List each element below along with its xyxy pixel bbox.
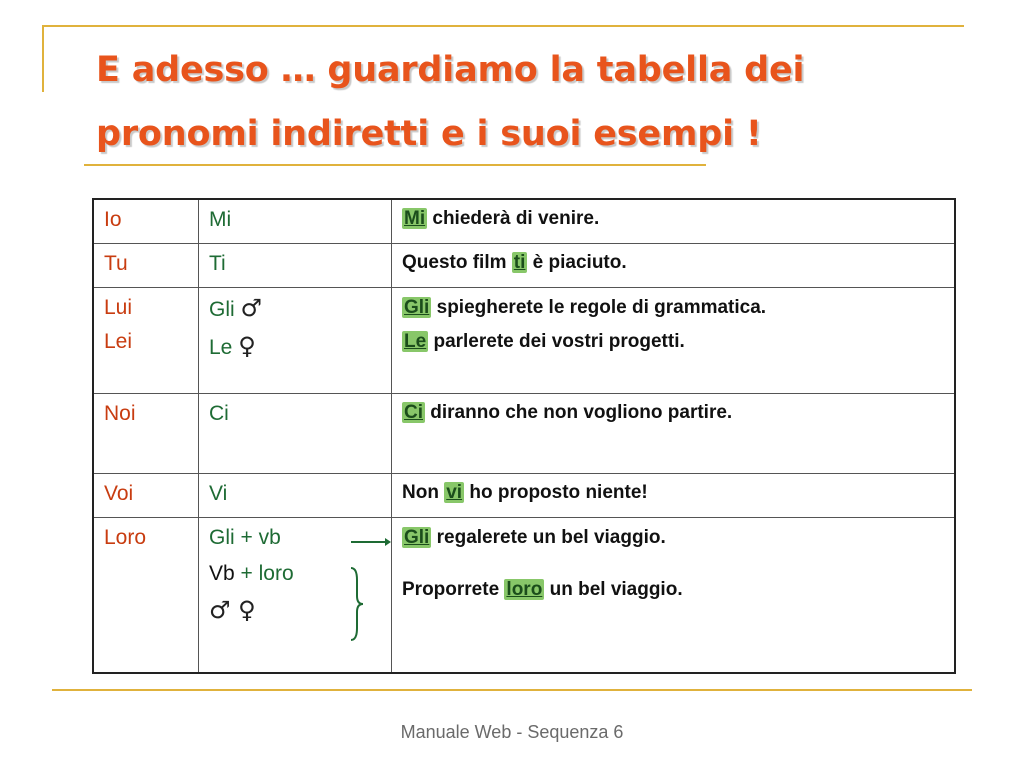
top-accent-line — [42, 25, 964, 27]
left-accent-line — [42, 26, 44, 92]
footer-text: Manuale Web - Sequenza 6 — [400, 722, 624, 742]
table-row-loro — [93, 517, 955, 673]
gender-symbols-icon: ♂ ♀ — [209, 595, 256, 624]
highlighted-pronoun: Gli — [404, 296, 430, 318]
arrow-right-icon — [351, 536, 391, 548]
example-text: regalerete un bel viaggio. — [431, 526, 666, 548]
pronoun-cell: Ti — [199, 243, 392, 287]
example-text: Non — [402, 481, 445, 503]
table-row-lui-lei — [93, 287, 955, 393]
slide-title — [96, 38, 956, 166]
title-underline — [84, 164, 706, 166]
curly-brace-icon — [349, 566, 365, 642]
bottom-accent-line — [52, 689, 972, 691]
subject-cell: Io — [93, 199, 199, 243]
pronoun-table — [92, 198, 956, 674]
example-line — [402, 578, 944, 602]
example-cell — [392, 393, 956, 473]
example-line — [402, 296, 944, 320]
pronoun-cell: Mi — [199, 199, 392, 243]
example-text: parlerete dei vostri progetti. — [428, 330, 685, 352]
example-cell — [392, 473, 956, 517]
pronoun-label: Gli — [209, 297, 235, 321]
highlighted-pronoun: Ci — [404, 401, 423, 423]
example-cell — [392, 199, 956, 243]
subject-cell: Noi — [93, 393, 199, 473]
footer — [0, 722, 1024, 743]
subject-lui: Lui — [104, 295, 133, 319]
pronoun-le — [209, 331, 381, 360]
subject-lei: Lei — [104, 329, 133, 353]
example-text: Proporrete — [402, 578, 505, 600]
example-cell — [392, 517, 956, 673]
example-line — [402, 330, 944, 354]
table-row-io — [93, 199, 955, 243]
example-cell — [392, 243, 956, 287]
pronoun-cell: Ci — [199, 393, 392, 473]
example-text: ho proposto niente! — [464, 481, 648, 503]
table-row-noi — [93, 393, 955, 473]
highlighted-pronoun: Gli — [404, 526, 430, 548]
highlighted-pronoun: loro — [506, 578, 543, 600]
title-line-2: pronomi indiretti e i suoi esempi ! — [96, 114, 762, 154]
pronoun-cell: Vi — [199, 473, 392, 517]
male-symbol-icon: ♂ — [240, 293, 263, 322]
pronoun-gli-vb: Gli + vb — [209, 525, 281, 549]
table-row-voi — [93, 473, 955, 517]
pronoun-cell — [199, 517, 392, 673]
subject-cell — [93, 287, 199, 393]
example-cell — [392, 287, 956, 393]
highlighted-pronoun: vi — [446, 481, 463, 503]
example-text: diranno che non vogliono partire. — [425, 401, 733, 423]
pronoun-label: Le — [209, 335, 233, 359]
example-text: Questo film — [402, 251, 512, 273]
highlighted-pronoun: Mi — [404, 208, 426, 229]
pronoun-cell — [199, 287, 392, 393]
example-text: è piaciuto. — [527, 251, 627, 273]
subject-cell: Voi — [93, 473, 199, 517]
example-text: chiederà di venire. — [427, 208, 600, 229]
example-line — [402, 526, 944, 550]
verb-label: Vb — [209, 561, 235, 585]
table-row-tu — [93, 243, 955, 287]
subject-cell: Loro — [93, 517, 199, 673]
highlighted-pronoun: Le — [404, 330, 427, 352]
highlighted-pronoun: ti — [513, 251, 526, 273]
pronoun-label: + loro — [234, 561, 294, 585]
example-text: un bel viaggio. — [544, 578, 683, 600]
subject-cell: Tu — [93, 243, 199, 287]
example-text: spiegherete le regole di grammatica. — [431, 296, 767, 318]
title-line-1: E adesso … guardiamo la tabella dei — [96, 50, 805, 90]
pronoun-gli — [209, 293, 381, 322]
female-symbol-icon: ♀ — [238, 331, 256, 360]
